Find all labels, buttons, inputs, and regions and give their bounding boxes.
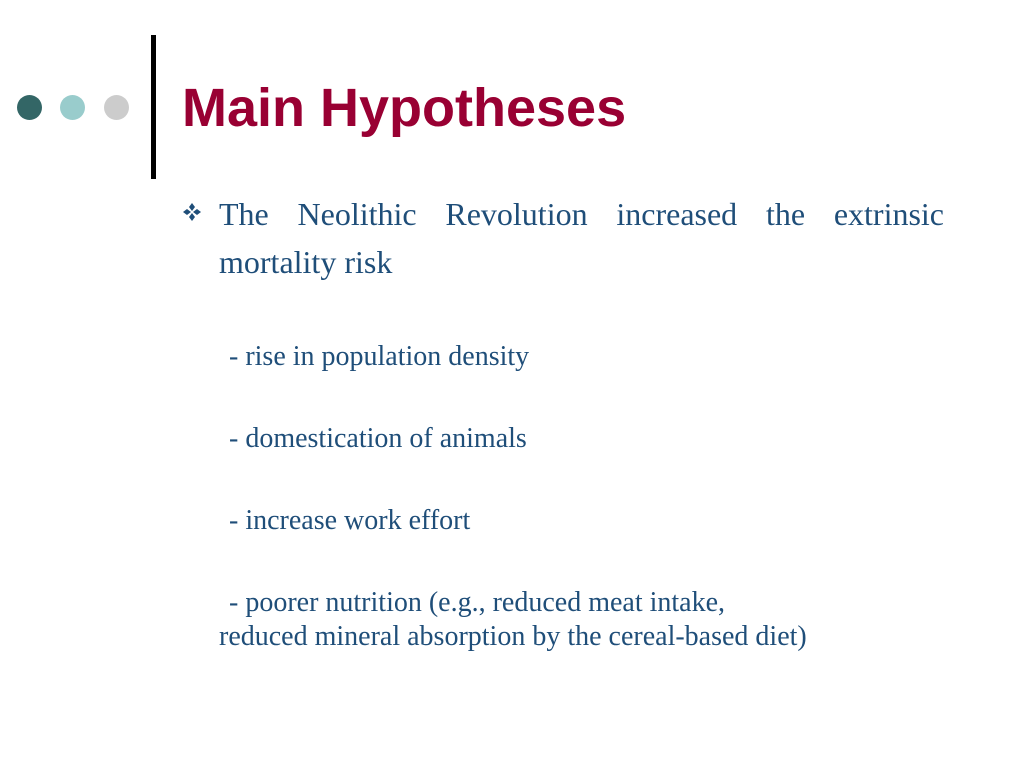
sub-item: - increase work effort: [229, 505, 471, 536]
title-divider: [151, 35, 156, 179]
sub-item-nutrition: [219, 586, 959, 654]
decor-dot-grey: [104, 95, 129, 120]
bullet-text: The Neolithic Revolution increased the extrinsic mortality risk: [219, 196, 944, 280]
four-diamond-bullet-icon: [182, 202, 202, 222]
slide-title: Main Hypotheses: [182, 78, 627, 138]
sub-item: - domestication of animals: [229, 423, 527, 454]
decor-dot-light: [60, 95, 85, 120]
slide-body: [182, 190, 944, 652]
bullet-point: [182, 190, 944, 286]
sub-item: - rise in population density: [229, 341, 530, 372]
sub-item-line: reduced mineral absorption by the cereal-based diet): [219, 621, 807, 652]
sub-item-line: - poorer nutrition (e.g., reduced meat intake,: [229, 587, 726, 618]
decor-dot-dark: [17, 95, 42, 120]
